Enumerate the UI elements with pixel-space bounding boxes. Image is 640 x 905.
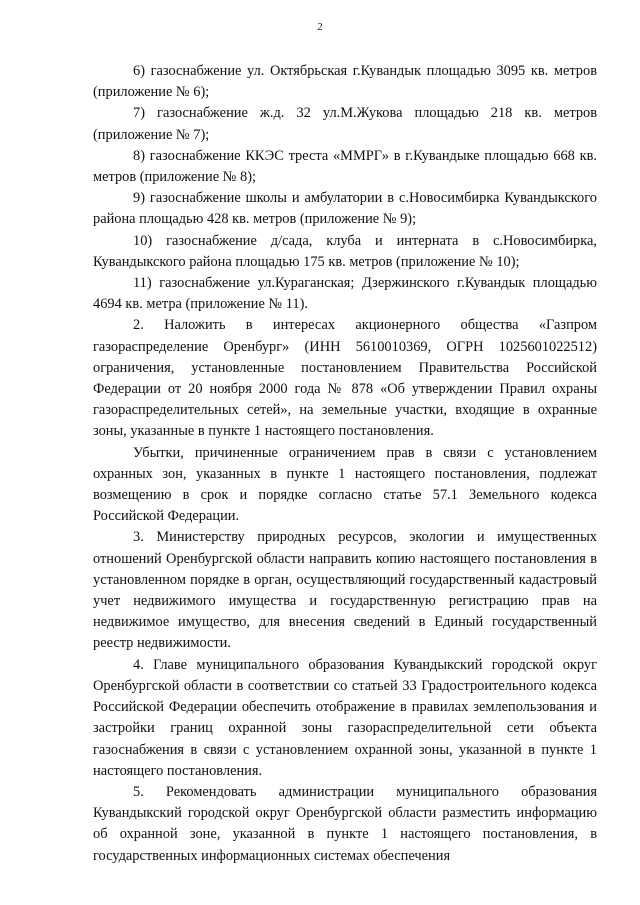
section-5-paragraph: 5. Рекомендовать администрации муниципального образования Кувандыкский городской округ Оренбургской области разместить информацию об охранной зоне, указанной в пункте 1 настоящего постановления, в государственных информационных системах обеспечения [93,783,597,864]
section-2-paragraph: 2. Наложить в интересах акционерного общества «Газпром газораспределение Оренбург» (ИНН 5610010369, ОГРН 1025601022512) ограничения, установленные постановлением Правительства Российской Федерации от 20 ноября 2000 года № 878 «Об утверждении Правил охраны газораспределительных сетей», на земельные участки, входящие в охранные зоны, указанные в пункте 1 настоящего постановления. [93,317,597,440]
damages-paragraph: Убытки, причиненные ограничением прав в связи с установлением охранных зон, указанных в пункте 1 настоящего постановления, подлежат возмещению в срок и порядке согласно статье 57.1 Земельного кодекса Российской Федерации. [93,444,597,525]
section-4-paragraph: 4. Главе муниципального образования Кувандыкский городской округ Оренбургской области в соответствии со статьей 33 Градостроительного кодекса Российской Федерации обеспечить отображение в правилах землепользования и застройки границ охранной зоны газораспределительной сети объекта газоснабжения в связи с установлением охранной зоны, указанной в пункте 1 настоящего постановления. [93,656,597,779]
list-item-11: 11) газоснабжение ул.Кураганская; Дзержинского г.Кувандык площадью 4694 кв. метра (приложение № 11). [93,275,597,313]
list-item-9: 9) газоснабжение школы и амбулатории в с.Новосимбирка Кувандыкского района площадью 428 кв. метров (приложение № 9); [93,190,597,228]
page-number: 2 [317,21,323,33]
list-item-6: 6) газоснабжение ул. Октябрьская г.Кувандык площадью 3095 кв. метров (приложение № 6); [93,63,597,101]
list-item-10: 10) газоснабжение д/сада, клуба и интерната в с.Новосимбирка, Кувандыкского района площадью 175 кв. метров (приложение № 10); [93,232,597,270]
list-item-7: 7) газоснабжение ж.д. 32 ул.М.Жукова площадью 218 кв. метров (приложение № 7); [93,105,597,143]
section-3-paragraph: 3. Министерству природных ресурсов, экологии и имущественных отношений Оренбургской области направить копию настоящего постановления в установленном порядке в орган, осуществляющий государственный кадастровый учет недвижимого имущества и государственную регистрацию прав на недвижимое имущество, для внесения сведений в Единый государственный реестр недвижимости. [93,529,597,652]
document-body [93,61,597,867]
list-item-8: 8) газоснабжение ККЭС треста «ММРГ» в г.Кувандыке площадью 668 кв. метров (приложение № 8); [93,147,597,186]
